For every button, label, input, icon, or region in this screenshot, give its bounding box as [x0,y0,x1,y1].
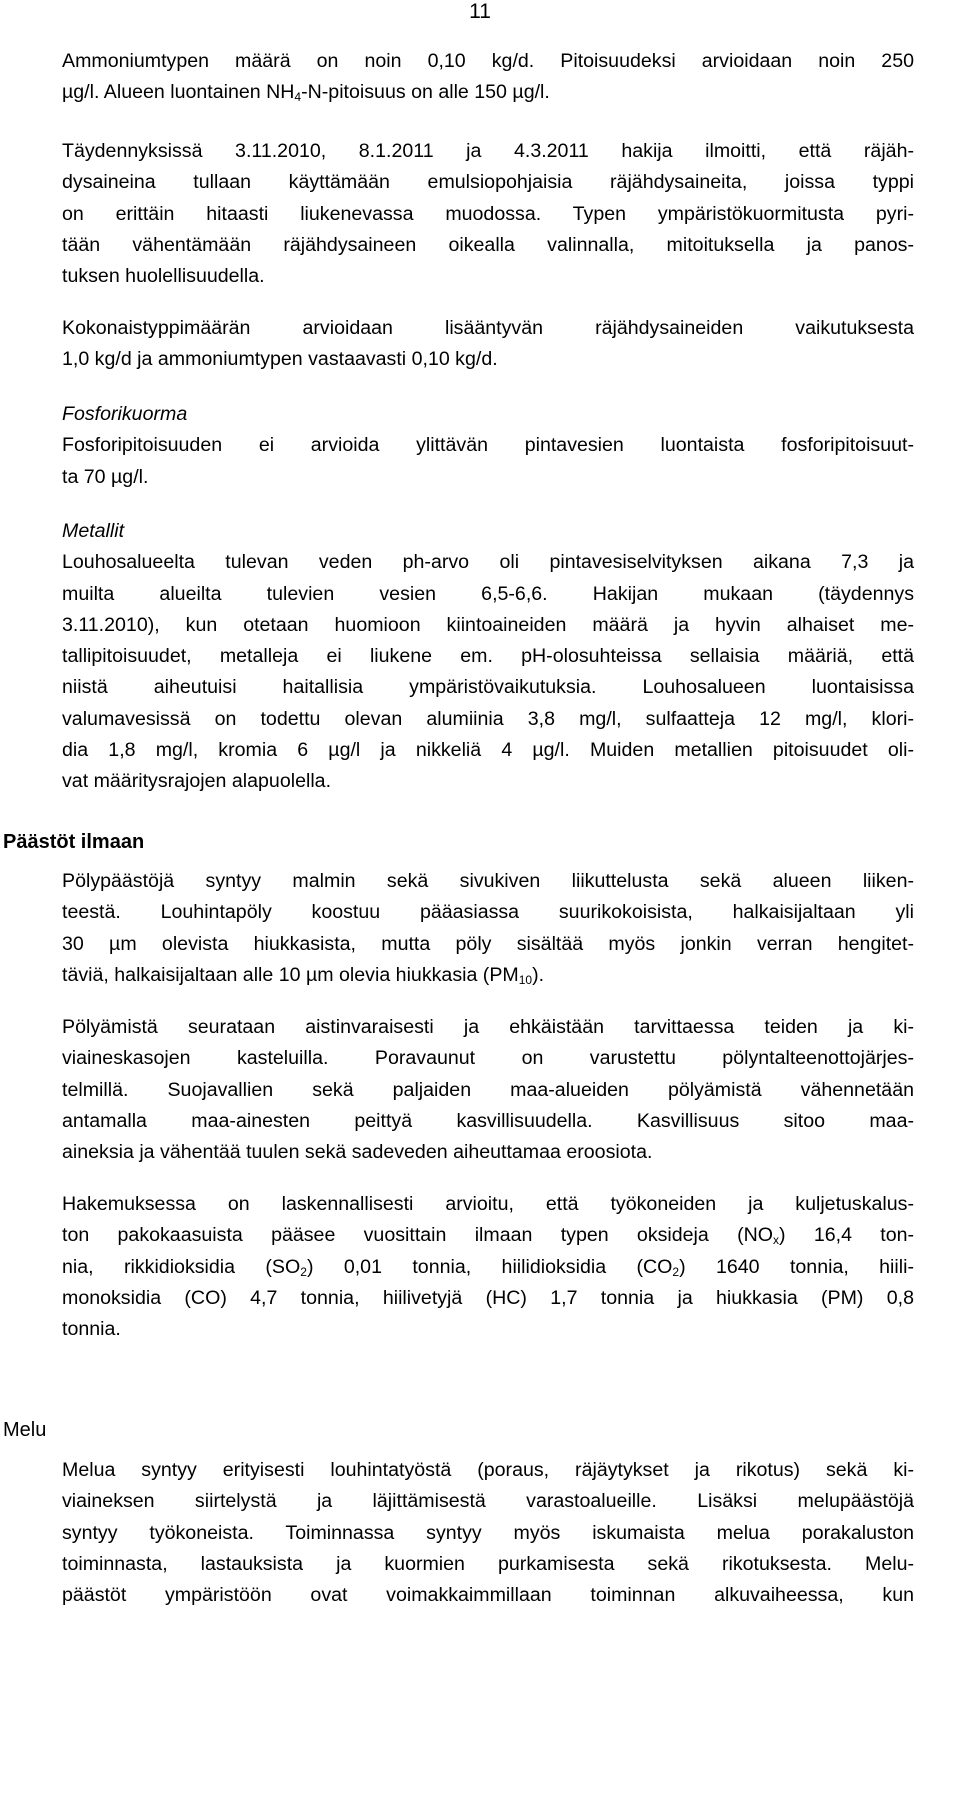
subheading-metals: Metallit [62,520,125,542]
text-line: ton pakokaasuista pääsee vuosittain ilmaan typen oksideja $(NO_x)$ 16,4 ton- [62,1224,915,1248]
text-line: viaineskasojen kasteluilla. Poravaunut on varustettu pölyntalteenottojärjes- [62,1047,914,1070]
text-line: tallipitoisuudet, metalleja ei liukene em. pH-olosuhteissa sellaisia määriä, että [62,645,914,668]
text-line: syntyy työkoneista. Toiminnassa syntyy myös iskumaista melua porakaluston [62,1521,914,1544]
text-line: Fosforipitoisuuden ei arvioida ylittävän pintavesien luontaista fosforipitoisuut- [62,434,914,457]
page-number: 11 [469,0,491,23]
paragraph-supplements [62,136,914,292]
text-line: 30 µm olevista hiukkasista, mutta pöly sisältää myös jonkin verran hengitet- [62,932,914,955]
subscript: 2 [300,1264,307,1279]
subscript: 4 [294,90,302,105]
paragraph-exhaust [62,1189,914,1345]
text-line: toiminnasta, lastauksista ja kuormien purkamisesta sekä rikotuksesta. Melu- [62,1552,914,1575]
text-line: Täydennyksissä 3.11.2010, 8.1.2011 ja 4.3.2011 hakija ilmoitti, että räjäh- [62,140,914,162]
text-line: tonnia. [62,1318,121,1341]
paragraph-dust-control [62,1012,914,1168]
subscript: 10 [518,972,533,987]
text-line: 1,0 kg/d ja ammoniumtypen vastaavasti 0,10 kg/d. [62,348,498,371]
text-line: telmillä. Suojavallien sekä paljaiden maa-alueiden pölyämistä vähennetään [62,1078,914,1101]
section-heading-noise: Melu [3,1419,47,1441]
text-line: 3.11.2010), kun otetaan huomioon kiintoaineiden määrä ja hyvin alhaiset me- [62,613,914,636]
text-line: Louhosalueelta tulevan veden ph-arvo oli pintavesiselvityksen aikana 7,3 ja [62,551,914,574]
subheading-phosphorus: Fosforikuorma [62,403,188,425]
text-line: µg/l. Alueen luontainen $NH_4-N$-pitoisuus on alle 150 µg/l. [62,81,550,105]
text-line: antamalla maa-ainesten peittyä kasvillisuudella. Kasvillisuus sitoo maa- [62,1109,914,1132]
text-line: on erittäin hitaasti liukenevassa muodossa. Typen ympäristökuormitusta pyri- [62,202,914,225]
text-line: tuksen huolellisuudella. [62,265,265,288]
text-line: monoksidia (CO) 4,7 tonnia, hiilivetyjä (HC) 1,7 tonnia ja hiukkasia (PM) 0,8 [62,1286,914,1309]
subscript: 2 [672,1264,680,1279]
text-line: Pölyämistä seurataan aistinvaraisesti ja ehkäistään tarvittaessa teiden ja ki- [62,1016,914,1038]
text-line: vat määritysrajojen alapuolella. [62,770,332,793]
text-line: ta 70 µg/l. [62,465,149,488]
subscript: x [773,1233,780,1248]
section-metals [62,516,914,798]
section-phosphorus [62,399,914,493]
text-line: täviä, halkaisijaltaan alle 10 µm olevia hiukkasia $(PM_{10})$. [62,963,545,987]
text-line: Hakemuksessa on laskennallisesti arvioitu, että työkoneiden ja kuljetuskalus- [62,1193,914,1215]
section-heading-air-emissions: Päästöt ilmaan [3,831,145,853]
text-line: Melua syntyy erityisesti louhintatyöstä (poraus, räjäytykset ja rikotus) sekä ki- [62,1459,914,1481]
text-line: muilta alueilta tulevien vesien 6,5-6,6. Hakijan mukaan (täydennys [62,582,914,605]
text-line: Kokonaistyppimäärän arvioidaan lisääntyvän räjähdysaineiden vaikutuksesta [62,317,914,339]
paragraph-total-nitrogen [62,313,914,376]
text-line: aineksia ja vähentää tuulen sekä sadeveden aiheuttamaa eroosiota. [62,1141,653,1164]
text-line: dia 1,8 mg/l, kromia 6 µg/l ja nikkeliä 4 µg/l. Muiden metallien pitoisuudet oli- [62,739,914,762]
text-line: niistä aiheutuisi haitallisia ympäristövaikutuksia. Louhosalueen luontaisissa [62,676,914,699]
paragraph-dust [62,866,914,991]
paragraph-noise [62,1455,914,1611]
text-line: viaineksen siirtelystä ja läjittämisestä varastoalueille. Lisäksi melupäästöjä [62,1490,914,1513]
text-line: valumavesissä on todettu olevan alumiinia 3,8 mg/l, sulfaatteja 12 mg/l, klori- [62,707,914,730]
paragraph-ammonium [62,46,914,109]
text-line: Pölypäästöjä syntyy malmin sekä sivukiven liikuttelusta sekä alueen liiken- [62,870,914,892]
text-line: Ammoniumtypen määrä on noin 0,10 kg/d. Pitoisuudeksi arvioidaan noin 250 [62,50,914,72]
text-line: päästöt ympäristöön ovat voimakkaimmillaan toiminnan alkuvaiheessa, kun [62,1584,914,1607]
text-line: nia, rikkidioksidia $(SO_2)$ 0,01 tonnia, hiilidioksidia $(CO_2)$ 1640 tonnia, hiili- [62,1255,914,1279]
text-line: tään vähentämään räjähdysaineen oikealla valinnalla, mitoituksella ja panos- [62,233,914,256]
text-line: teestä. Louhintapöly koostuu pääasiassa suurikokoisista, halkaisijaltaan yli [62,901,914,924]
text-line: dysaineina tullaan käyttämään emulsiopohjaisia räjähdysaineita, joissa typpi [62,171,914,194]
